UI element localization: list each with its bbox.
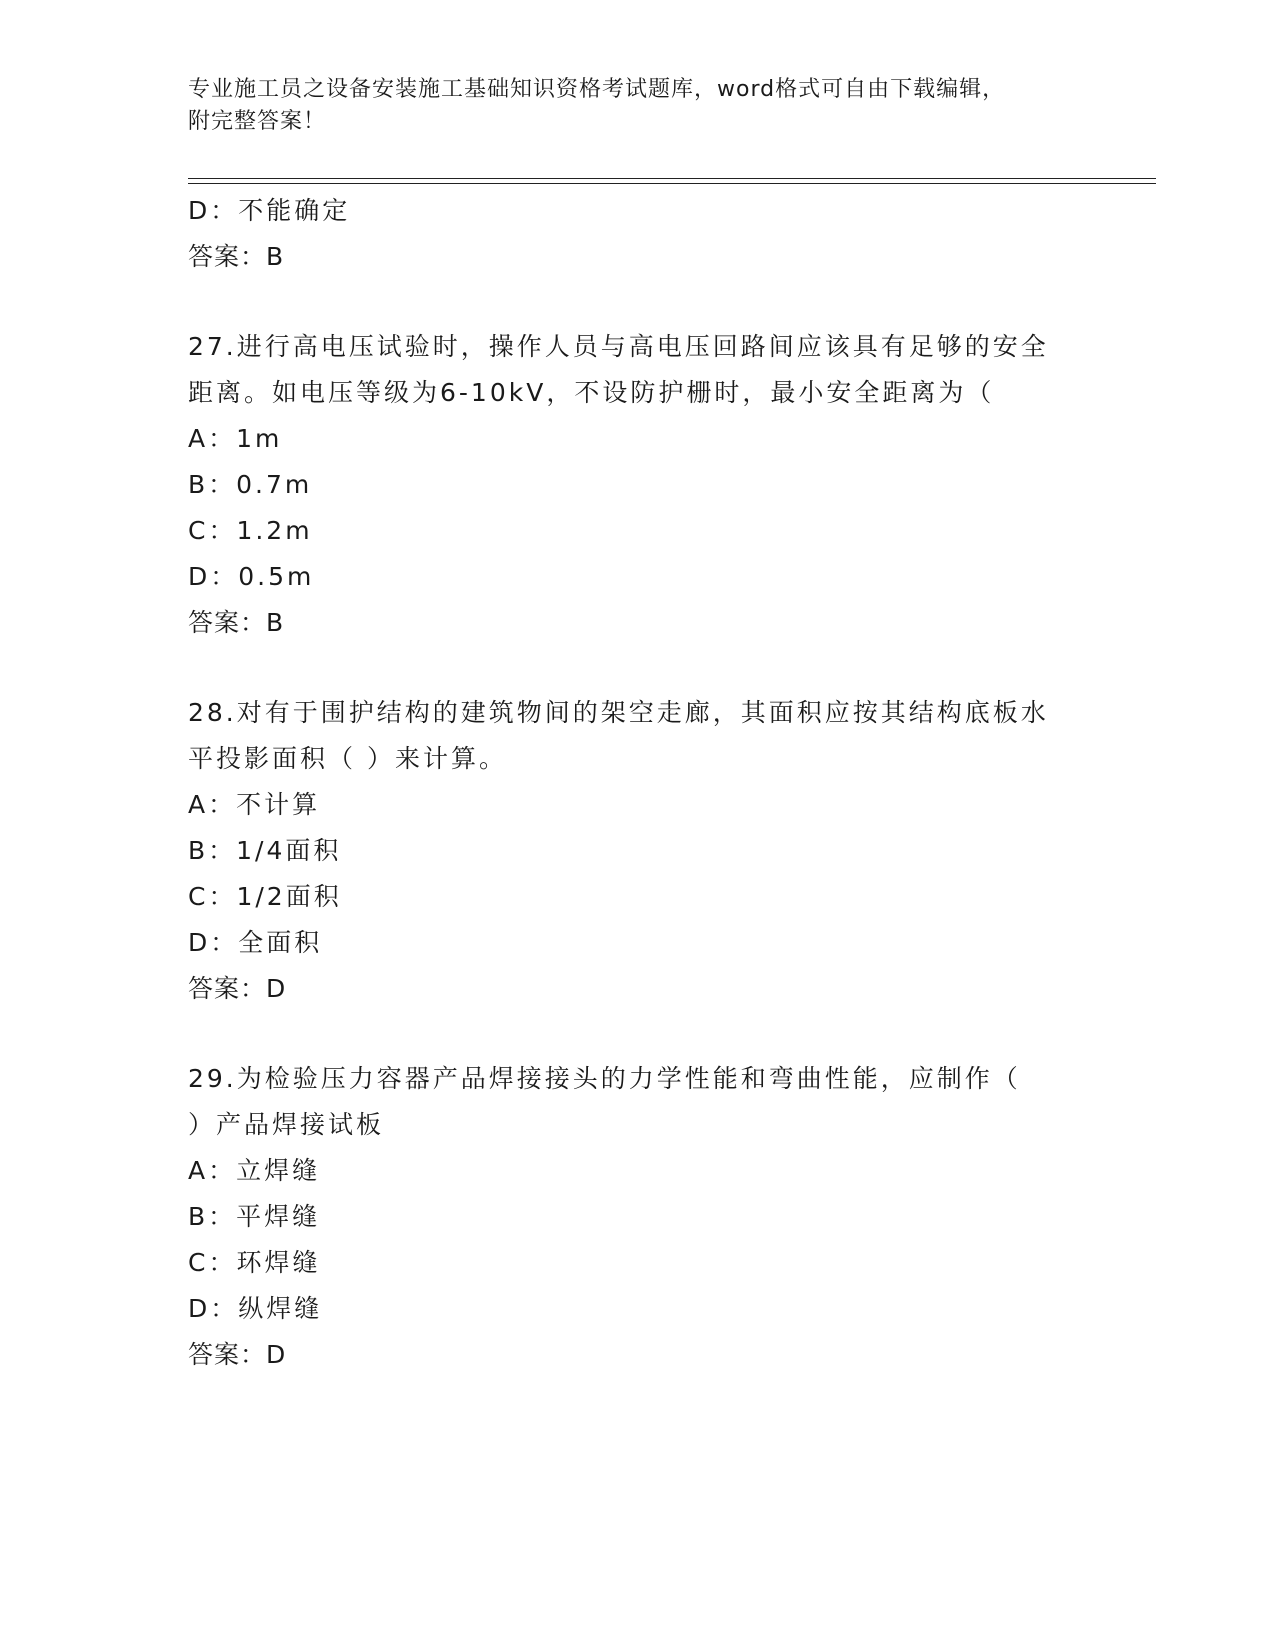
carry-over-question <box>188 188 1088 280</box>
option-c: C：1/2面积 <box>188 882 342 911</box>
question-stem-line-2: ）产品焊接试板 <box>188 1110 385 1139</box>
question-stem-line-2: 距离。如电压等级为6-10kV，不设防护栅时，最小安全距离为（ <box>188 378 995 407</box>
option-d: D：0.5m <box>188 562 315 591</box>
option-a: A：不计算 <box>188 790 321 819</box>
option-b: B：0.7m <box>188 470 313 499</box>
option-b: B：平焊缝 <box>188 1202 321 1231</box>
option-b: B：1/4面积 <box>188 836 342 865</box>
document-header <box>188 74 1088 138</box>
question-stem-line-1: 28.对有于围护结构的建筑物间的架空走廊，其面积应按其结构底板水 <box>188 698 1049 727</box>
option-a: A：1m <box>188 424 283 453</box>
answer-line: 答案：B <box>188 242 285 271</box>
option-a: A：立焊缝 <box>188 1156 321 1185</box>
header-line-2: 附完整答案！ <box>188 109 327 134</box>
question-stem-line-1: 27.进行高电压试验时，操作人员与高电压回路间应该具有足够的安全 <box>188 332 1049 361</box>
option-d: D：不能确定 <box>188 196 351 225</box>
document-body <box>188 188 1088 1378</box>
option-c: C：1.2m <box>188 516 313 545</box>
option-d: D：纵焊缝 <box>188 1294 323 1323</box>
header-line-1: 专业施工员之设备安装施工基础知识资格考试题库，word格式可自由下载编辑， <box>188 77 1006 102</box>
question-28 <box>188 690 1088 1012</box>
question-27 <box>188 324 1088 646</box>
answer-line: 答案：D <box>188 1340 287 1369</box>
answer-line: 答案：B <box>188 608 285 637</box>
question-stem-line-2: 平投影面积（ ）来计算。 <box>188 744 507 773</box>
header-divider-bottom <box>188 183 1156 184</box>
option-c: C：环焊缝 <box>188 1248 321 1277</box>
answer-line: 答案：D <box>188 974 287 1003</box>
question-29 <box>188 1056 1088 1378</box>
question-stem-line-1: 29.为检验压力容器产品焊接接头的力学性能和弯曲性能，应制作（ <box>188 1064 1021 1093</box>
header-divider-top <box>188 178 1156 179</box>
option-d: D：全面积 <box>188 928 323 957</box>
